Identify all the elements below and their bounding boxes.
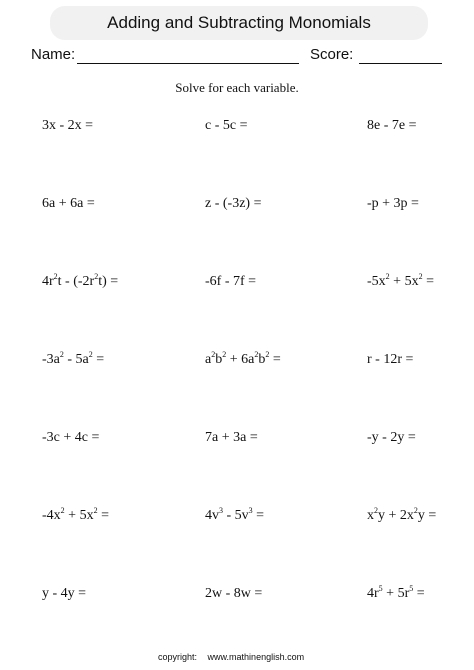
problem-item: 6a + 6a =	[42, 196, 95, 211]
problem-item: $-4x^2 + 5x^2$ =	[42, 506, 109, 523]
problem-row	[0, 430, 474, 454]
problem-item: $-3a^2 - 5a^2$ =	[42, 350, 105, 367]
problem-row	[0, 508, 474, 532]
problem-item: 8e - 7e =	[367, 118, 417, 133]
title-banner	[50, 6, 428, 40]
problem-item: -3c + 4c =	[42, 430, 100, 445]
problem-row	[0, 586, 474, 610]
problem-item: -p + 3p =	[367, 196, 419, 211]
problem-item: c - 5c =	[205, 118, 248, 133]
score-label: Score:	[310, 46, 354, 63]
problem-item: 2w - 8w =	[205, 586, 263, 601]
website-link[interactable]: www.mathinenglish.com	[207, 652, 305, 662]
name-label: Name:	[31, 46, 76, 63]
copyright-label: copyright:	[158, 652, 198, 662]
worksheet-title: Adding and Subtracting Monomials	[107, 13, 371, 32]
problem-item: -6f - 7f =	[205, 274, 257, 289]
problem-item: $a^2b^2 + 6a^2b^2$ =	[205, 350, 281, 367]
problem-row	[0, 196, 474, 220]
problem-item: $x^2y + 2x^2y$ =	[367, 506, 437, 523]
problem-row	[0, 118, 474, 142]
score-field[interactable]	[359, 63, 442, 64]
problem-item: 7a + 3a =	[205, 430, 258, 445]
problem-item: z - (-3z) =	[205, 196, 262, 211]
problem-item: y - 4y =	[42, 586, 87, 601]
problem-item: $4r^2t - (-2r^2t)$ =	[42, 272, 119, 289]
footer	[158, 652, 312, 662]
name-field[interactable]	[77, 63, 299, 64]
instructions: Solve for each variable.	[175, 80, 299, 95]
problem-item: r - 12r =	[367, 352, 414, 367]
problem-item: $4r^5 + 5r^5$ =	[367, 584, 425, 601]
problem-item: $4v^3 - 5v^3$ =	[205, 506, 265, 523]
problem-item: $-5x^2 + 5x^2$ =	[367, 272, 434, 289]
problem-item: -y - 2y =	[367, 430, 416, 445]
problem-row	[0, 352, 474, 376]
student-info-row	[31, 44, 445, 66]
problem-row	[0, 274, 474, 298]
problem-item: 3x - 2x =	[42, 118, 94, 133]
